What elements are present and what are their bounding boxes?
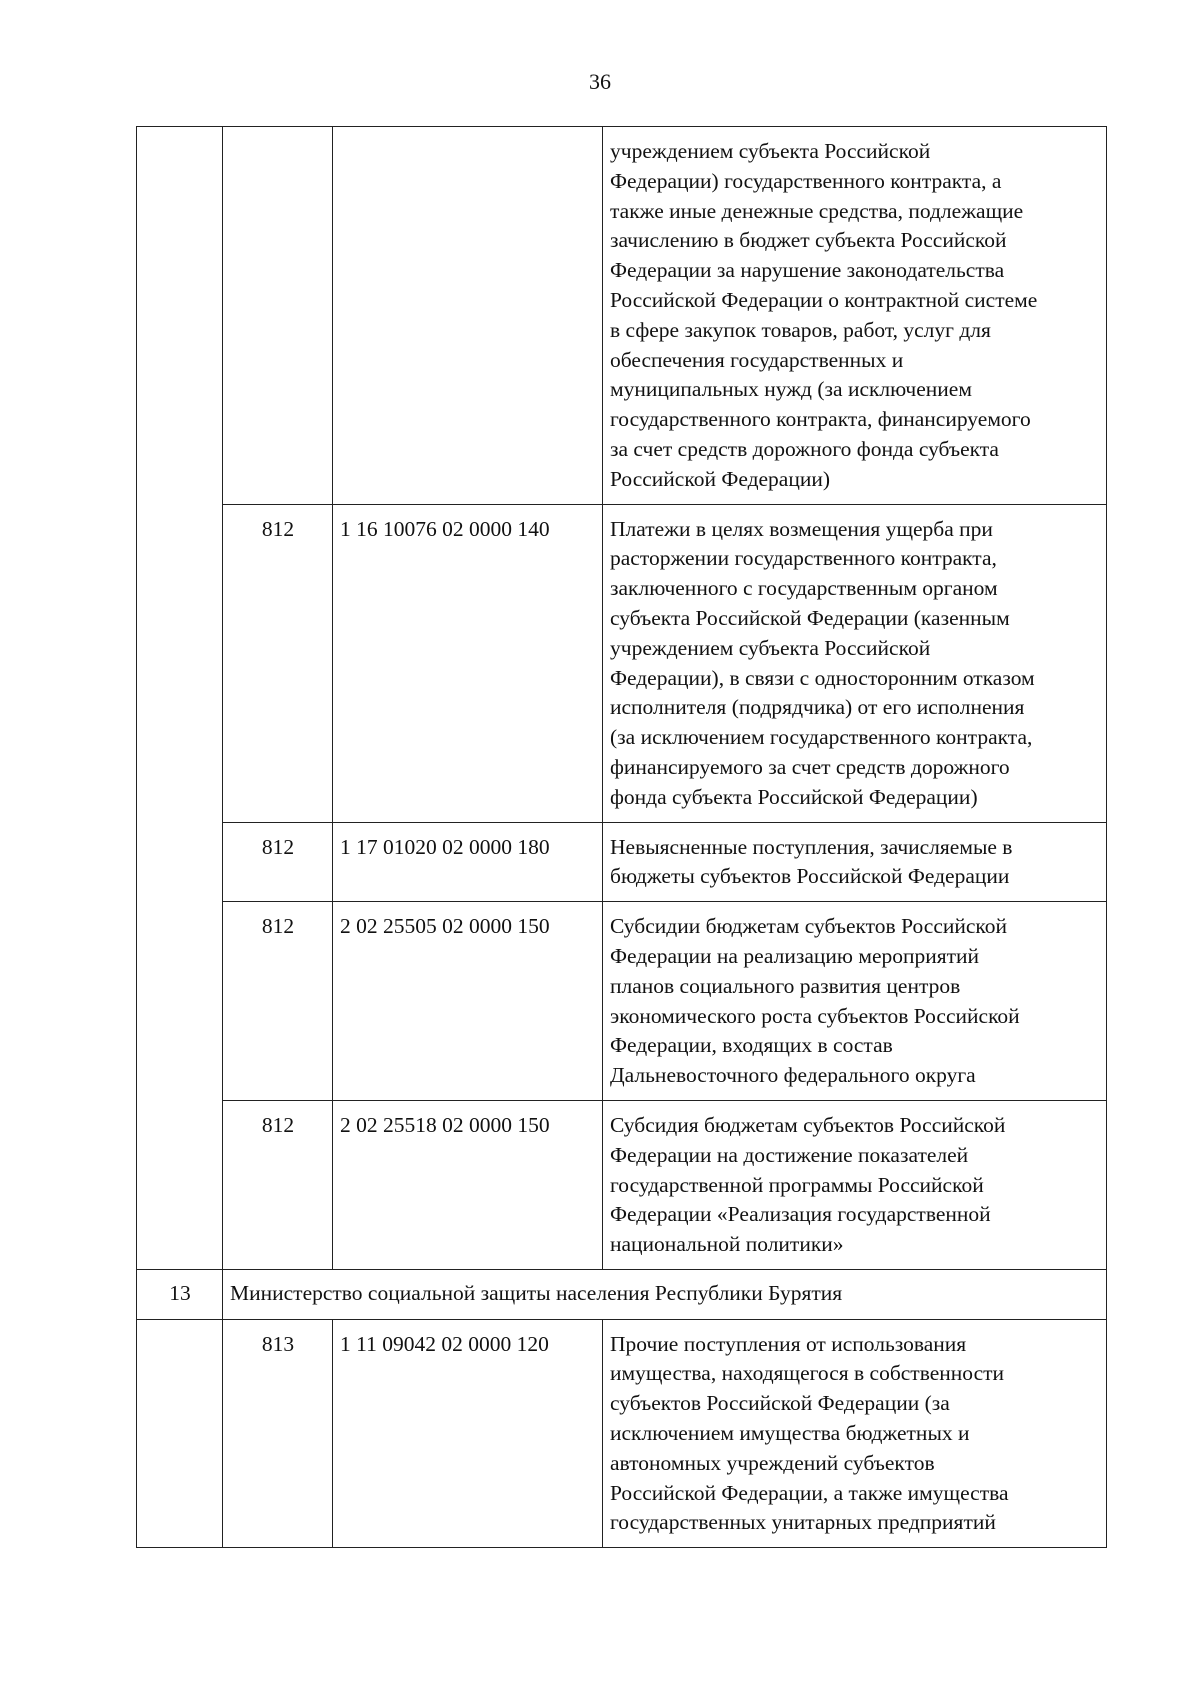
- budget-code-cell: 1 16 10076 02 0000 140: [333, 504, 603, 822]
- description-line: государственных унитарных предприятий: [610, 1510, 996, 1535]
- budget-code-cell: 1 17 01020 02 0000 180: [333, 822, 603, 902]
- description-line: исполнителя (подрядчика) от его исполнения: [610, 695, 1025, 720]
- description-line: Дальневосточного федерального округа: [610, 1063, 976, 1088]
- admin-code-cell: [223, 127, 333, 505]
- description-line: обеспечения государственных и: [610, 347, 904, 372]
- description-line: Российской Федерации): [610, 466, 831, 491]
- table-body: [137, 127, 1107, 1548]
- table-row: [137, 127, 1107, 505]
- description-line: Прочие поступления от использования: [610, 1331, 967, 1356]
- description-line: национальной политики»: [610, 1232, 844, 1257]
- description-cell: [603, 504, 1107, 822]
- table-row: [137, 902, 1107, 1101]
- admin-code-cell: 812: [223, 902, 333, 1101]
- description-line: Федерации на реализацию мероприятий: [610, 943, 980, 968]
- budget-code-cell: 1 11 09042 02 0000 120: [333, 1319, 603, 1548]
- description-line: (за исключением государственного контракта,: [610, 725, 1033, 750]
- description-line: субъектов Российской Федерации (за: [610, 1391, 950, 1416]
- description-line: Субсидии бюджетам субъектов Российской: [610, 914, 1008, 939]
- page-number: 36: [589, 69, 611, 94]
- description-line: Федерации за нарушение законодательства: [610, 258, 1005, 283]
- description-line: Субсидия бюджетам субъектов Российской: [610, 1112, 1006, 1137]
- group-number-cell: [137, 1319, 223, 1548]
- description-line: Невыясненные поступления, зачисляемые в: [610, 834, 1013, 859]
- description-line: заключенного с государственным органом: [610, 576, 998, 601]
- budget-code-cell: 2 02 25518 02 0000 150: [333, 1100, 603, 1269]
- description-line: бюджеты субъектов Российской Федерации: [610, 864, 1010, 889]
- budget-code-cell: [333, 127, 603, 505]
- description-line: Российской Федерации, а также имущества: [610, 1480, 1009, 1505]
- description-line: планов социального развития центров: [610, 973, 961, 998]
- description-line: Федерации) государственного контракта, а: [610, 168, 1002, 193]
- description-line: за счет средств дорожного фонда субъекта: [610, 436, 999, 461]
- description-line: субъекта Российской Федерации (казенным: [610, 605, 1010, 630]
- table-row: [137, 1319, 1107, 1548]
- description-cell: [603, 902, 1107, 1101]
- description-line: экономического роста субъектов Российской: [610, 1003, 1020, 1028]
- ministry-name: Министерство социальной защиты населения Республики Бурятия: [223, 1269, 1107, 1319]
- description-line: Платежи в целях возмещения ущерба при: [610, 516, 993, 541]
- admin-code-cell: 812: [223, 1100, 333, 1269]
- description-line: муниципальных нужд (за исключением: [610, 377, 972, 402]
- description-line: фонда субъекта Российской Федерации): [610, 784, 978, 809]
- budget-code-cell: 2 02 25505 02 0000 150: [333, 902, 603, 1101]
- description-cell: [603, 822, 1107, 902]
- description-line: учреждением субъекта Российской: [610, 635, 931, 660]
- description-line: государственной программы Российской: [610, 1172, 984, 1197]
- description-line: финансируемого за счет средств дорожного: [610, 754, 1010, 779]
- description-line: Федерации), в связи с односторонним отказом: [610, 665, 1035, 690]
- description-line: исключением имущества бюджетных и: [610, 1421, 970, 1446]
- admin-code-cell: 812: [223, 822, 333, 902]
- description-line: Федерации, входящих в состав: [610, 1033, 893, 1058]
- table-row: [137, 822, 1107, 902]
- description-line: Федерации «Реализация государственной: [610, 1202, 991, 1227]
- description-line: имущества, находящегося в собственности: [610, 1361, 1005, 1386]
- description-line: Федерации на достижение показателей: [610, 1142, 969, 1167]
- admin-code-cell: 812: [223, 504, 333, 822]
- description-line: государственного контракта, финансируемого: [610, 407, 1031, 432]
- description-line: автономных учреждений субъектов: [610, 1450, 935, 1475]
- description-line: также иные денежные средства, подлежащие: [610, 198, 1024, 223]
- description-line: учреждением субъекта Российской: [610, 139, 931, 163]
- description-line: расторжении государственного контракта,: [610, 546, 997, 571]
- description-cell: [603, 1319, 1107, 1548]
- description-line: в сфере закупок товаров, работ, услуг для: [610, 317, 991, 342]
- description-line: Российской Федерации о контрактной системе: [610, 287, 1038, 312]
- table-row: [137, 504, 1107, 822]
- group-number-cell: [137, 127, 223, 1270]
- table-row: [137, 1100, 1107, 1269]
- admin-code-cell: 813: [223, 1319, 333, 1548]
- description-cell: [603, 1100, 1107, 1269]
- description-line: зачислению в бюджет субъекта Российской: [610, 228, 1007, 253]
- description-cell: [603, 127, 1107, 505]
- ministry-row: [137, 1269, 1107, 1319]
- ministry-number: 13: [137, 1269, 223, 1319]
- revenue-codes-table: [136, 126, 1107, 1548]
